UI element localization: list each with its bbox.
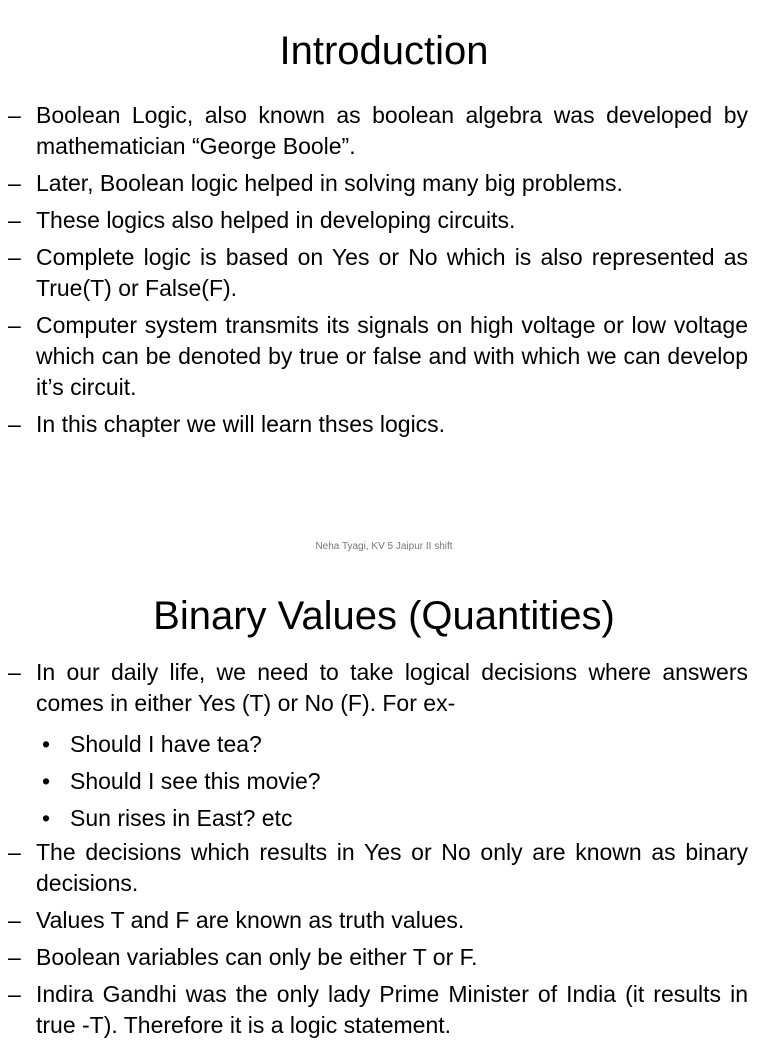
slide-binary-values xyxy=(0,565,768,1038)
bullet-item xyxy=(8,310,748,403)
example-item xyxy=(8,729,748,760)
slide-title: Binary Values (Quantities) xyxy=(153,594,615,638)
example-text: Sun rises in East? etc xyxy=(70,805,293,831)
dash-marker: – xyxy=(8,244,21,270)
dash-marker: – xyxy=(8,907,21,933)
dash-marker: – xyxy=(8,944,21,970)
bullet-item xyxy=(8,205,748,236)
bullet-text: Later, Boolean logic helped in solving many big problems. xyxy=(36,170,623,196)
example-list xyxy=(8,729,748,840)
bullet-item xyxy=(8,942,748,973)
bullet-item xyxy=(8,657,748,719)
bullet-text: These logics also helped in developing circuits. xyxy=(36,207,516,233)
bullet-item xyxy=(8,979,748,1041)
dash-marker: – xyxy=(8,839,21,865)
slide-footer: Neha Tyagi, KV 5 Jaipur II shift xyxy=(315,541,453,552)
bullet-item xyxy=(8,837,748,899)
dash-marker: – xyxy=(8,102,21,128)
dash-marker: – xyxy=(8,659,21,685)
bullet-item xyxy=(8,168,748,199)
bullet-text: The decisions which results in Yes or No only are known as binary decisions. xyxy=(36,839,748,896)
bullet-text: Boolean Logic, also known as boolean algebra was developed by mathematician “George Boole”. xyxy=(36,102,748,159)
dot-marker: • xyxy=(42,805,51,831)
bullet-item xyxy=(8,100,748,162)
dot-marker: • xyxy=(42,731,51,757)
bullet-text: Computer system transmits its signals on high voltage or low voltage which can be denoted by true or false and with which we can develop it’s circuit. xyxy=(36,312,748,400)
bullet-text: In our daily life, we need to take logical decisions where answers comes in either Yes (T) or No (F). For ex- xyxy=(36,659,748,716)
bullet-text: Values T and F are known as truth values. xyxy=(36,907,465,933)
example-text: Should I have tea? xyxy=(70,731,262,757)
example-item xyxy=(8,766,748,797)
bullet-item xyxy=(8,242,748,304)
bullet-list xyxy=(8,837,748,1047)
dash-marker: – xyxy=(8,207,21,233)
dash-marker: – xyxy=(8,312,21,338)
dash-marker: – xyxy=(8,170,21,196)
dash-marker: – xyxy=(8,981,21,1007)
bullet-list xyxy=(8,657,748,725)
bullet-list xyxy=(8,100,748,446)
bullet-text: Indira Gandhi was the only lady Prime Minister of India (it results in true -T). Therefore it is a logic statement. xyxy=(36,981,748,1038)
bullet-item xyxy=(8,409,748,440)
dash-marker: – xyxy=(8,411,21,437)
bullet-text: Boolean variables can only be either T or F. xyxy=(36,944,478,970)
slide-title: Introduction xyxy=(279,29,489,73)
dot-marker: • xyxy=(42,768,51,794)
example-text: Should I see this movie? xyxy=(70,768,321,794)
bullet-text: Complete logic is based on Yes or No which is also represented as True(T) or False(F). xyxy=(36,244,748,301)
bullet-item xyxy=(8,905,748,936)
example-item xyxy=(8,803,748,834)
bullet-text: In this chapter we will learn thses logics. xyxy=(36,411,446,437)
